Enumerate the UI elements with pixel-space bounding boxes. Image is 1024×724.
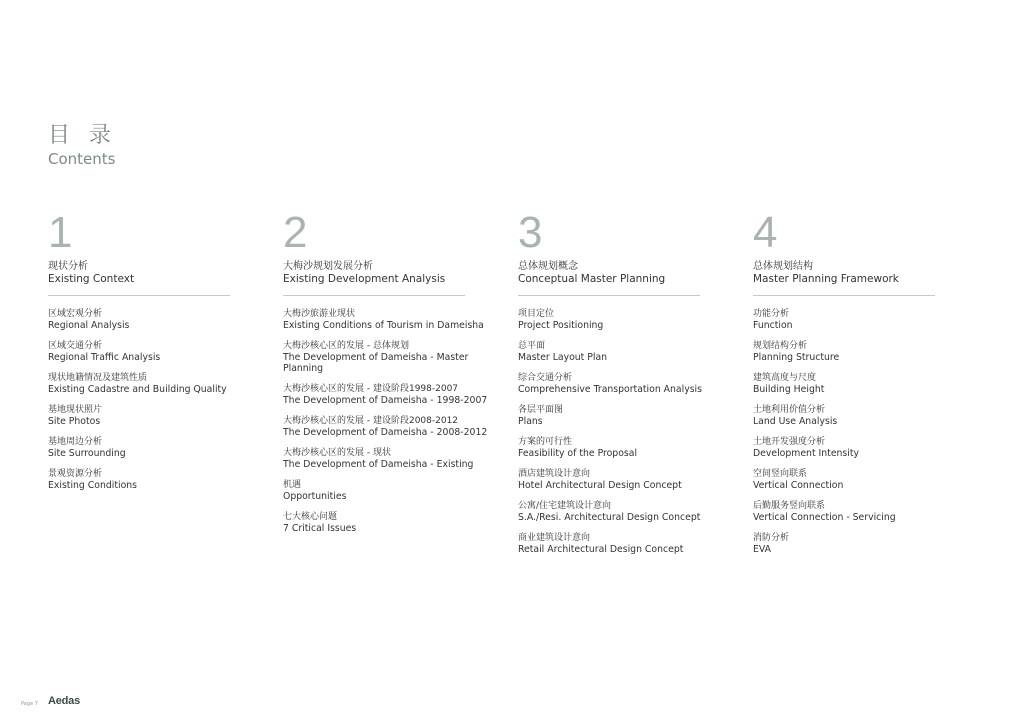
page-title-chinese: 目 录 (48, 123, 117, 148)
contents-entry[interactable] (518, 469, 736, 491)
contents-entry[interactable] (753, 437, 971, 459)
contents-entry[interactable] (518, 373, 736, 395)
entry-title-chinese: 商业建筑设计意向 (518, 533, 591, 543)
contents-entry[interactable] (48, 309, 266, 331)
section-divider (48, 295, 230, 296)
entry-title-chinese: 方案的可行性 (518, 437, 573, 447)
contents-entry[interactable] (518, 341, 736, 363)
contents-entry[interactable] (48, 469, 266, 491)
contents-entry[interactable] (753, 501, 971, 523)
contents-entry[interactable] (753, 341, 971, 363)
section-divider (753, 295, 935, 296)
entry-title-chinese: 大梅沙核心区的发展 - 总体规划 (283, 341, 409, 351)
entry-title: Comprehensive Transportation Analysis (518, 384, 702, 395)
contents-entry[interactable] (48, 437, 266, 459)
entry-title: The Development of Dameisha - Existing (283, 459, 474, 470)
section-number: 1 (48, 208, 73, 257)
entry-title-chinese: 区域交通分析 (48, 341, 103, 351)
contents-entry[interactable] (753, 309, 971, 331)
entry-title: Project Positioning (518, 320, 604, 331)
section-heading: Master Planning Framework (753, 273, 899, 285)
section-heading-chinese: 大梅沙规划发展分析 (283, 261, 373, 272)
contents-section-3 (518, 210, 736, 565)
contents-entry[interactable] (753, 405, 971, 427)
contents-entry[interactable] (48, 405, 266, 427)
contents-entry[interactable] (283, 480, 501, 502)
page-number: Page 7 (21, 701, 38, 707)
section-number: 4 (753, 208, 778, 257)
entry-title: Site Photos (48, 416, 101, 427)
entry-title: Master Layout Plan (518, 352, 608, 363)
contents-entry[interactable] (518, 309, 736, 331)
entry-title-chinese: 景观资源分析 (48, 469, 103, 479)
entry-title-chinese: 总平面 (518, 341, 546, 351)
entry-title-chinese: 公寓/住宅建筑设计意向 (518, 501, 612, 511)
section-heading-chinese: 总体规划概念 (518, 261, 578, 272)
entry-title: Planning Structure (753, 352, 840, 363)
section-heading-chinese: 总体规划结构 (753, 261, 813, 272)
section-heading: Existing Context (48, 273, 135, 285)
entry-title: Vertical Connection - Servicing (753, 512, 896, 523)
entry-title-chinese: 建筑高度与尺度 (753, 373, 817, 383)
section-item-list (48, 309, 266, 491)
contents-entry[interactable] (518, 533, 736, 555)
entry-title-chinese: 基地周边分析 (48, 437, 103, 447)
entry-title-chinese: 综合交通分析 (518, 373, 573, 383)
entry-title: 7 Critical Issues (283, 523, 357, 534)
entry-title: The Development of Dameisha - 2008-2012 (283, 427, 488, 438)
contents-entry[interactable] (283, 416, 501, 438)
entry-title: The Development of Dameisha - 1998-2007 (283, 395, 488, 406)
entry-title-chinese: 功能分析 (753, 309, 790, 319)
contents-entry[interactable] (48, 341, 266, 363)
entry-title: Regional Analysis (48, 320, 130, 331)
entry-title: Plans (518, 416, 543, 427)
entry-title-chinese: 区域宏观分析 (48, 309, 103, 319)
entry-title-chinese: 大梅沙核心区的发展 - 现状 (283, 448, 391, 458)
aedas-logo: Aedas (48, 695, 81, 707)
entry-title-chinese: 基地现状照片 (48, 405, 103, 415)
contents-section-2 (283, 210, 501, 544)
contents-section-1 (48, 210, 266, 501)
contents-entry[interactable] (283, 384, 501, 406)
entry-title-chinese: 现状地籍情况及建筑性质 (48, 373, 148, 383)
section-heading-chinese: 现状分析 (48, 261, 88, 272)
contents-section-4 (753, 210, 971, 565)
entry-title: Feasibility of the Proposal (518, 448, 638, 459)
entry-title-chinese: 七大核心问题 (283, 512, 338, 522)
contents-entry[interactable] (753, 373, 971, 395)
section-number: 3 (518, 208, 543, 257)
entry-title: Land Use Analysis (753, 416, 838, 427)
contents-entry[interactable] (518, 501, 736, 523)
entry-title: Development Intensity (753, 448, 860, 459)
contents-entry[interactable] (753, 469, 971, 491)
entry-title: Opportunities (283, 491, 347, 502)
contents-entry[interactable] (48, 373, 266, 395)
contents-entry[interactable] (283, 341, 501, 374)
entry-title: The Development of Dameisha - Master Planning (283, 352, 469, 374)
entry-title: Existing Conditions of Tourism in Dameisha (283, 320, 484, 331)
entry-title: Hotel Architectural Design Concept (518, 480, 682, 491)
entry-title: EVA (753, 544, 771, 555)
page-title: Contents (48, 150, 116, 168)
contents-entry[interactable] (518, 405, 736, 427)
entry-title-chinese: 机遇 (283, 480, 302, 490)
section-item-list (283, 309, 501, 534)
entry-title-chinese: 各层平面图 (518, 405, 564, 415)
section-divider (518, 295, 700, 296)
entry-title: Existing Cadastre and Building Quality (48, 384, 227, 395)
entry-title: Existing Conditions (48, 480, 137, 491)
entry-title-chinese: 后勤服务竖向联系 (753, 501, 826, 511)
entry-title-chinese: 大梅沙核心区的发展 - 建设阶段1998-2007 (283, 384, 459, 394)
section-item-list (518, 309, 736, 555)
section-number: 2 (283, 208, 308, 257)
entry-title: Site Surrounding (48, 448, 126, 459)
entry-title: Function (753, 320, 793, 331)
entry-title-chinese: 消防分析 (753, 533, 790, 543)
entry-title: Building Height (753, 384, 825, 395)
entry-title-chinese: 大梅沙旅游业现状 (283, 309, 356, 319)
contents-entry[interactable] (753, 533, 971, 555)
section-heading: Conceptual Master Planning (518, 273, 666, 285)
entry-title: S.A./Resi. Architectural Design Concept (518, 512, 701, 523)
section-item-list (753, 309, 971, 555)
entry-title: Vertical Connection (753, 480, 844, 491)
entry-title-chinese: 酒店建筑设计意向 (518, 469, 591, 479)
contents-entry[interactable] (283, 309, 501, 331)
entry-title: Regional Traffic Analysis (48, 352, 161, 363)
section-heading: Existing Development Analysis (283, 273, 446, 285)
entry-title: Retail Architectural Design Concept (518, 544, 684, 555)
contents-entry[interactable] (283, 512, 501, 534)
contents-entry[interactable] (283, 448, 501, 470)
entry-title-chinese: 规划结构分析 (753, 341, 808, 351)
entry-title-chinese: 土地开发强度分析 (753, 437, 826, 447)
entry-title-chinese: 项目定位 (518, 309, 555, 319)
section-divider (283, 295, 465, 296)
entry-title-chinese: 大梅沙核心区的发展 - 建设阶段2008-2012 (283, 416, 459, 426)
entry-title-chinese: 空间竖向联系 (753, 469, 808, 479)
contents-entry[interactable] (518, 437, 736, 459)
entry-title-chinese: 土地利用价值分析 (753, 405, 826, 415)
